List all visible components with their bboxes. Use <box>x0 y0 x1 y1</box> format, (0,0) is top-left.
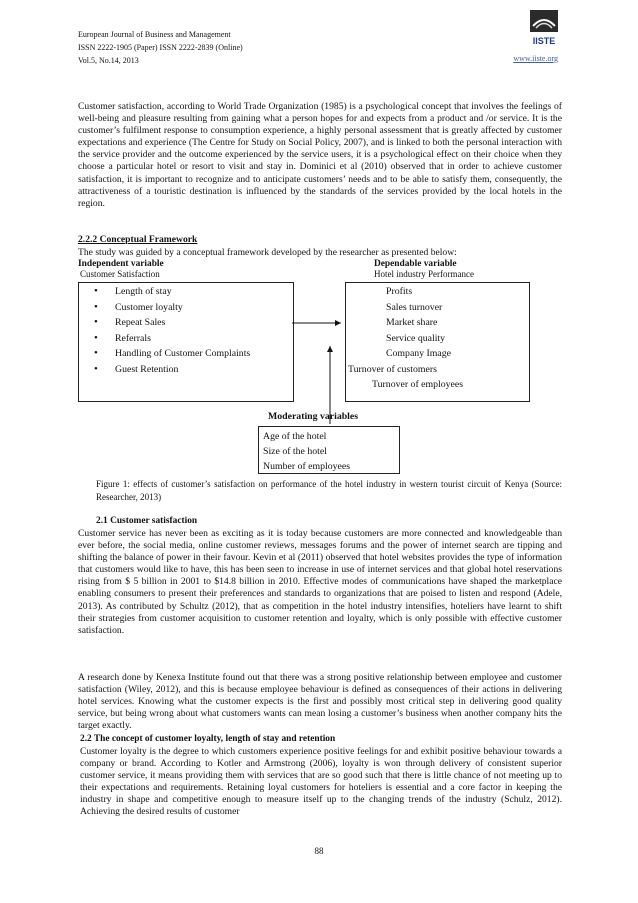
moderating-item: Size of the hotel <box>263 446 327 457</box>
section-2-2-paragraph: Customer loyalty is the degree to which customers experience positive feelings for and exhibit positive behaviour towards a company or brand. According to Kotler and Armstrong (2006), loyalty is won through delivery of consistent superior customer service, it means providing them with services that are so good such that there is little chance of not meeting up to their expectations and requirements. Retaining loyal customers for hoteliers is essential and a core factor in keeping the industry in shape and competitive enough to measure itself up to the changing trends of the industry (Schulz, 2012). Achieving the desired results of customer <box>80 746 562 818</box>
logo-text: IISTE <box>532 36 556 46</box>
section-2-1-paragraph: Customer service has never been as exciting as it is today because customers are more connected and knowledgeable than ever before, the social media, online customer reviews, messages forums and the power of internet search are tipping and shifting the balance of power in their favour. Kevin et al (2011) observed that hotel websites provides the type of information that customers would like to have, this has been seen to increase in use of internet services and that global hotel reservations rising from $ 5 billion in 2001 to $14.8 billion in 2010. Effective modes of communications have shaped the marketplace enabling consumers to present their preferences and standards to organizations that are poised to listen and respond (Adele, 2013). As contributed by Schultz (2012), that as competition in the hotel industry intensifies, hoteliers have learnt to shift their strategies from customer acquisition to customer retention and loyalty, which is only possible with effective customer satisfaction. <box>78 528 562 636</box>
moderating-items-list <box>259 429 399 474</box>
journal-name: European Journal of Business and Management <box>78 30 231 39</box>
independent-item: • Guest Retention <box>79 362 293 378</box>
dependent-item: Turnover of customers <box>348 363 437 375</box>
independent-item: • Length of stay <box>79 284 293 300</box>
framework-heading: 2.2.2 Conceptual Framework <box>78 234 198 245</box>
dependent-variable-sub: Hotel industry Performance <box>374 269 474 279</box>
moderating-item: Age of the hotel <box>263 431 327 442</box>
independent-item: • Customer loyalty <box>79 300 293 316</box>
dependent-item: Turnover of employees <box>372 379 464 390</box>
section-2-1-heading: 2.1 Customer satisfaction <box>96 516 198 526</box>
framework-intro: The study was guided by a conceptual framework developed by the researcher as presented below: <box>78 247 457 258</box>
dependent-item: Sales turnover <box>386 301 443 313</box>
dependent-item: Service quality <box>386 332 446 344</box>
moderating-item: Number of employees <box>263 461 351 472</box>
dependent-item: Market share <box>386 317 438 328</box>
page-number: 88 <box>314 846 324 856</box>
independent-item: • Handling of Customer Complaints <box>79 346 293 362</box>
kenexa-paragraph: A research done by Kenexa Institute found out that there was a strong positive relationship between employee and customer satisfaction (Wiley, 2012), and this is because employee behaviour is defined as consequences of their actions in delivering hotel services. Knowing what the customer expects is the first and possibly most critical step in delivering good quality service, but being wrong about what customers wants can mean losing a customer’s business when another company hits the target exactly. <box>78 672 562 732</box>
moderating-variables-label: Moderating variables <box>268 411 359 422</box>
figure-caption: Figure 1: effects of customer’s satisfaction on performance of the hotel industry in western tourist circuit of Kenya (Source: Researcher, 2013) <box>96 479 562 502</box>
section-2-2-heading: 2.2 The concept of customer loyalty, length of stay and retention <box>80 734 336 744</box>
journal-volume: Vol.5, No.14, 2013 <box>78 56 139 65</box>
independent-item: • Repeat Sales <box>79 315 293 331</box>
dependent-item: Company Image <box>386 348 452 359</box>
intro-paragraph: Customer satisfaction, according to World Trade Organization (1985) is a psychological concept that involves the feelings of well-being and pleasure resulting from gaining what a person hopes for and expects from a product and /or service. It is the customer’s fulfilment response to consumption experience, a highly personal assessment that is greatly affected by customer expectations and experience (The Centre for Study on Social Policy, 2007), and is linked to both the personal interaction with the service provider and the outcome experienced by the service users, it is a psychological effect on their choice when they choose a particular hotel or resort to visit and stay in. Dominici et al (2010) observed that in order to achieve customer satisfaction, it is important to recognize and to anticipate customers’ needs and to be able to satisfy them, consequently, the attractiveness of a touristic destination is influenced by the standards of the services provided by the local hotels in the region. <box>78 101 562 209</box>
journal-url-link[interactable]: www.iiste.org <box>513 54 558 63</box>
dependent-item: Profits <box>386 286 413 297</box>
journal-issn: ISSN 2222-1905 (Paper) ISSN 2222-2839 (Online) <box>78 43 243 52</box>
moderating-variable-box <box>258 426 400 474</box>
dependent-variable-label: Dependable variable <box>374 259 457 269</box>
independent-variable-sub: Customer Satisfaction <box>80 269 160 279</box>
independent-variable-label: Independent variable <box>78 259 164 269</box>
independent-item: • Referrals <box>79 331 293 347</box>
